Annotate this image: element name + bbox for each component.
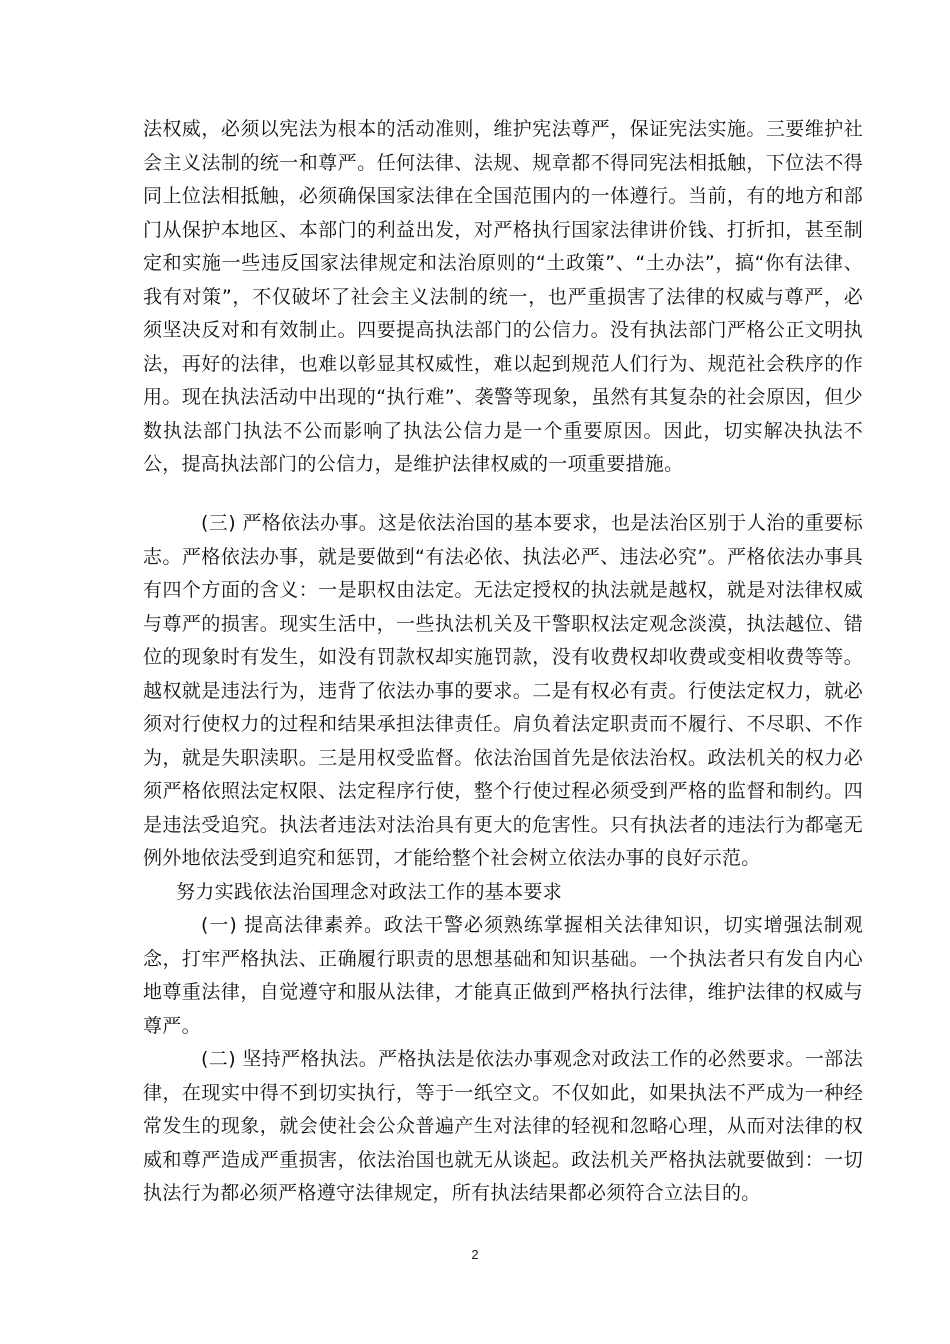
section-heading: 努力实践依法治国理念对政法工作的基本要求 [176,880,563,903]
page-number: 2 [471,1247,479,1262]
paragraph-continuation: 法权威，必须以宪法为根本的活动准则，维护宪法尊严，保证宪法实施。三要维护社会主义法制的统一和尊严。任何法律、法规、规章都不得同宪法相抵触，下位法不得同上位法相抵触，必须确保国家法律在全国范围内的一体遵行。当前，有的地方和部门从保护本地区、本部门的利益出发，对严格执行国家法律讲价钱、打折扣，甚至制定和实施一些违反国家法律规定和法治原则的“土政策”、“土办法”，搞“你有法律、我有对策”，不仅破坏了社会主义法制的统一，也严重损害了法律的权威与尊严，必须坚决反对和有效制止。四要提高执法部门的公信力。没有执法部门严格公正文明执法，再好的法律，也难以彰显其权威性，难以起到规范人们行为、规范社会秩序的作用。现在执法活动中出现的“执行难”、袭警等现象，虽然有其复杂的社会原因，但少数执法部门执法不公而影响了执法公信力是一个重要原因。因此，切实解决执法不公，提高执法部门的公信力，是维护法律权威的一项重要措施。 [143,118,863,475]
paragraph-item-one: (一) 提高法律素养。政法干警必须熟练掌握相关法律知识，切实增强法制观念，打牢严格执法、正确履行职责的思想基础和知识基础。一个执法者只有发自内心地尊重法律，自觉遵守和服从法律，才能真正做到严格执行法律，维护法律的权威与尊严。 [143,914,863,1037]
body-text-block-2 [143,507,863,1211]
paragraph-item-two: (二) 坚持严格执法。严格执法是依法办事观念对政法工作的必然要求。一部法律，在现实中得不到切实执行，等于一纸空文。不仅如此，如果执法不严成为一种经常发生的现象，就会使社会公众普遍产生对法律的轻视和忽略心理，从而对法律的权威和尊严造成严重损害，依法治国也就无从谈起。政法机关严格执法就要做到：一切执法行为都必须严格遵守法律规定，所有执法结果都必须符合立法目的。 [143,1048,863,1204]
body-text-block-1 [143,113,863,482]
paragraph-section-three: (三) 严格依法办事。这是依法治国的基本要求，也是法治区别于人治的重要标志。严格依法办事，就是要做到“有法必依、执法必严、违法必究”。严格依法办事具有四个方面的含义：一是职权由法定。无法定授权的执法就是越权，就是对法律权威与尊严的损害。现实生活中，一些执法机关及干警职权法定观念淡漠，执法越位、错位的现象时有发生，如没有罚款权却实施罚款，没有收费权却收费或变相收费等等。越权就是违法行为，违背了依法办事的要求。二是有权必有责。行使法定权力，就必须对行使权力的过程和结果承担法律责任。肩负着法定职责而不履行、不尽职、不作为，就是失职渎职。三是用权受监督。依法治国首先是依法治权。政法机关的权力必须严格依照法定权限、法定程序行使，整个行使过程必须受到严格的监督和制约。四是违法受追究。执法者违法对法治具有更大的危害性。只有执法者的违法行为都毫无例外地依法受到追究和惩罚，才能给整个社会树立依法办事的良好示范。 [143,512,863,869]
